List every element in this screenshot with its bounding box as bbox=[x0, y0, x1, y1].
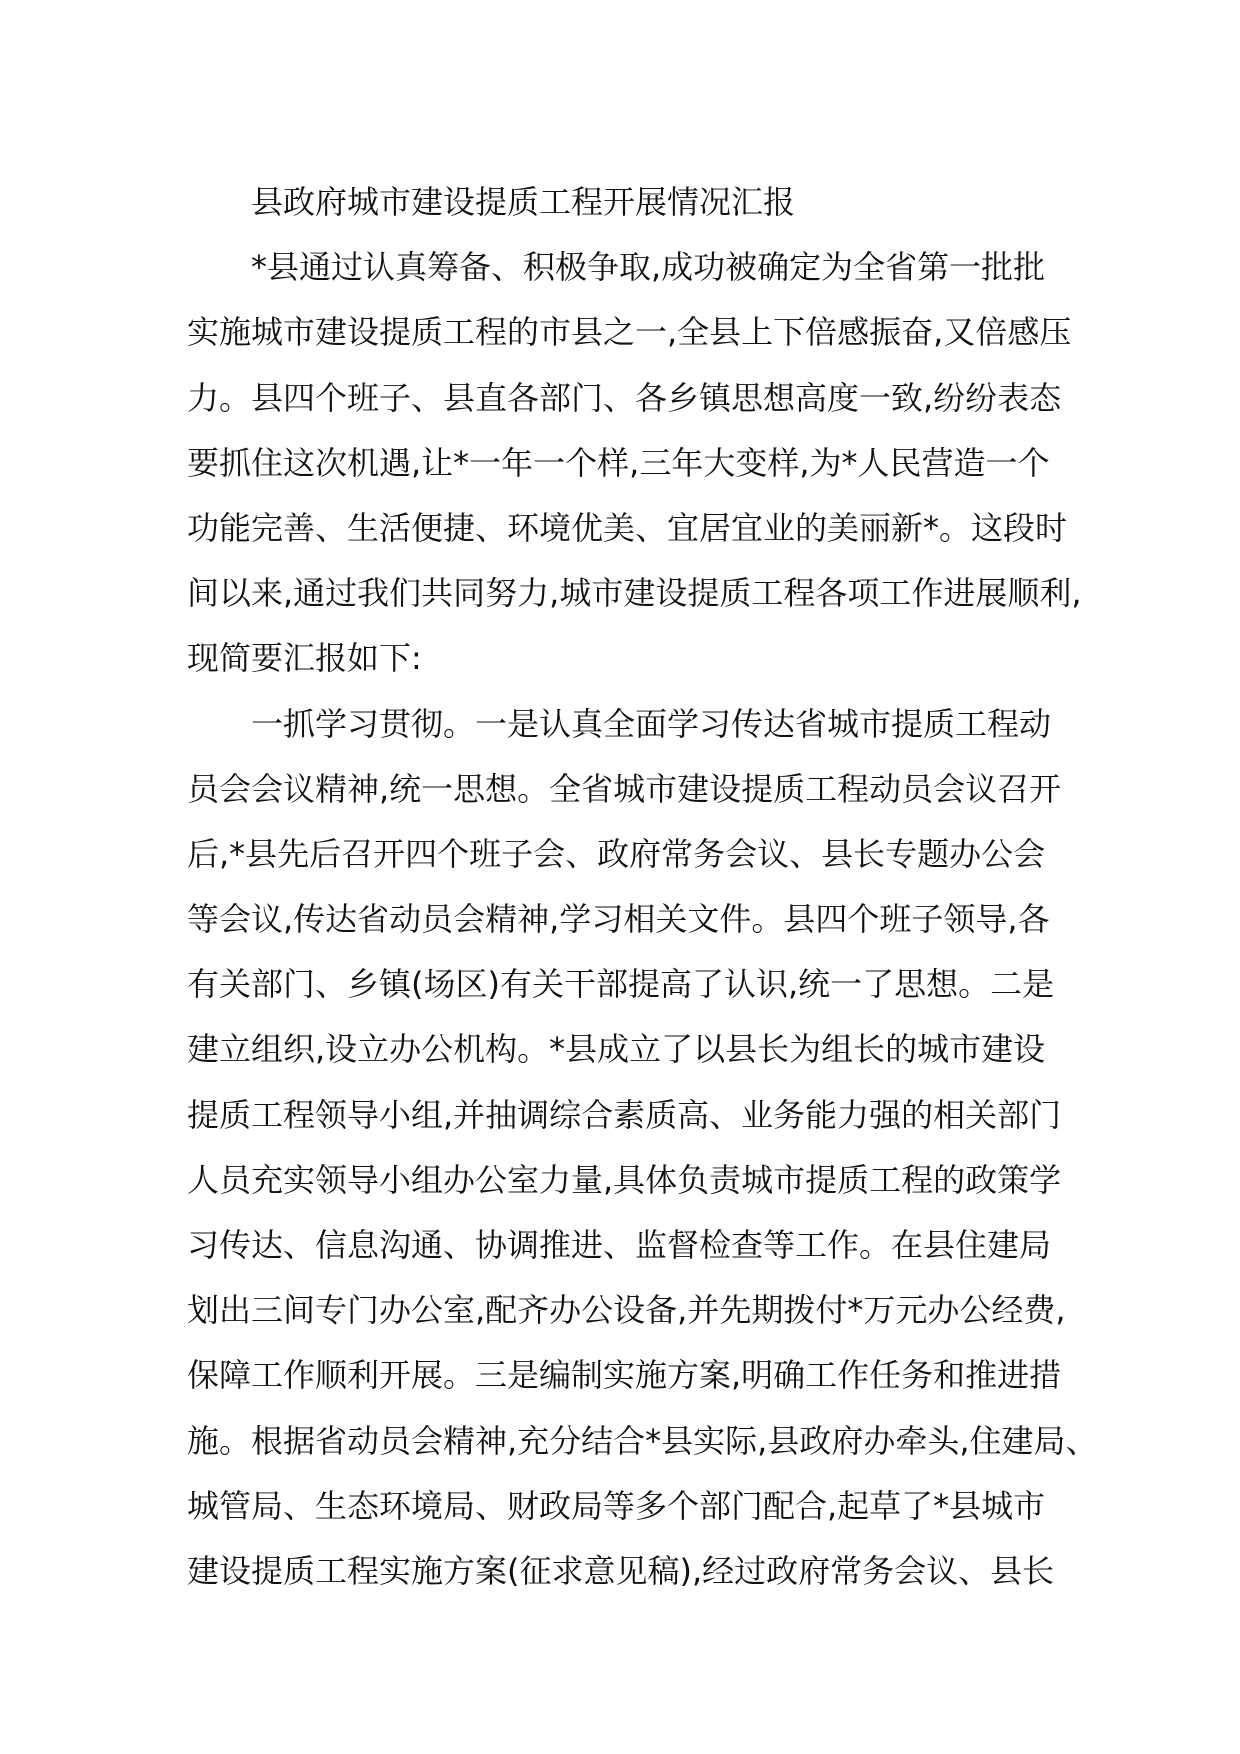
text-line: *县通过认真筹备、积极争取,成功被确定为全省第一批批 bbox=[251, 248, 1046, 287]
text-line: 人员充实领导小组办公室力量,具体负责城市提质工程的政策学 bbox=[187, 1160, 1062, 1199]
text-line: 功能完善、生活便捷、环境优美、宜居宜业的美丽新*。这段时 bbox=[187, 508, 1068, 547]
text-line: 要抓住这次机遇,让*一年一个样,三年大变样,为*人民营造一个 bbox=[187, 443, 1050, 482]
text-line: 施。根据省动员会精神,充分结合*县实际,县政府办牵头,住建局、 bbox=[187, 1421, 1098, 1460]
paragraph-2 bbox=[187, 692, 1098, 1605]
text-line: 提质工程领导小组,并抽调综合素质高、业务能力强的相关部门 bbox=[187, 1095, 1062, 1134]
text-line: 后,*县先后召开四个班子会、政府常务会议、县长专题办公会 bbox=[187, 834, 1046, 873]
text-line: 力。县四个班子、县直各部门、各乡镇思想高度一致,纷纷表态 bbox=[187, 378, 1062, 417]
text-line: 习传达、信息沟通、协调推进、监督检查等工作。在县住建局 bbox=[187, 1226, 1052, 1265]
text-line: 一抓学习贯彻。一是认真全面学习传达省城市提质工程动 bbox=[251, 704, 1052, 743]
text-line: 员会会议精神,统一思想。全省城市建设提质工程动员会议召开 bbox=[187, 769, 1062, 808]
text-line: 有关部门、乡镇(场区)有关干部提高了认识,统一了思想。二是 bbox=[187, 965, 1055, 1004]
text-line: 等会议,传达省动员会精神,学习相关文件。县四个班子领导,各 bbox=[187, 900, 1050, 939]
document-body bbox=[187, 170, 1098, 1604]
text-line: 建立组织,设立办公机构。*县成立了以县长为组长的城市建设 bbox=[187, 1030, 1046, 1069]
text-line: 间以来,通过我们共同努力,城市建设提质工程各项工作进展顺利, bbox=[187, 574, 1082, 613]
text-line: 城管局、生态环境局、财政局等多个部门配合,起草了*县城市 bbox=[187, 1486, 1046, 1525]
text-line: 建设提质工程实施方案(征求意见稿),经过政府常务会议、县长 bbox=[187, 1551, 1055, 1590]
text-line: 划出三间专门办公室,配齐办公设备,并先期拨付*万元办公经费, bbox=[187, 1291, 1066, 1330]
document-title: 县政府城市建设提质工程开展情况汇报 bbox=[251, 183, 796, 221]
text-line: 现简要汇报如下: bbox=[187, 639, 422, 678]
text-line: 保障工作顺利开展。三是编制实施方案,明确工作任务和推进措 bbox=[187, 1356, 1062, 1395]
text-line: 实施城市建设提质工程的市县之一,全县上下倍感振奋,又倍感压 bbox=[187, 313, 1072, 352]
paragraph-1 bbox=[187, 235, 1082, 691]
